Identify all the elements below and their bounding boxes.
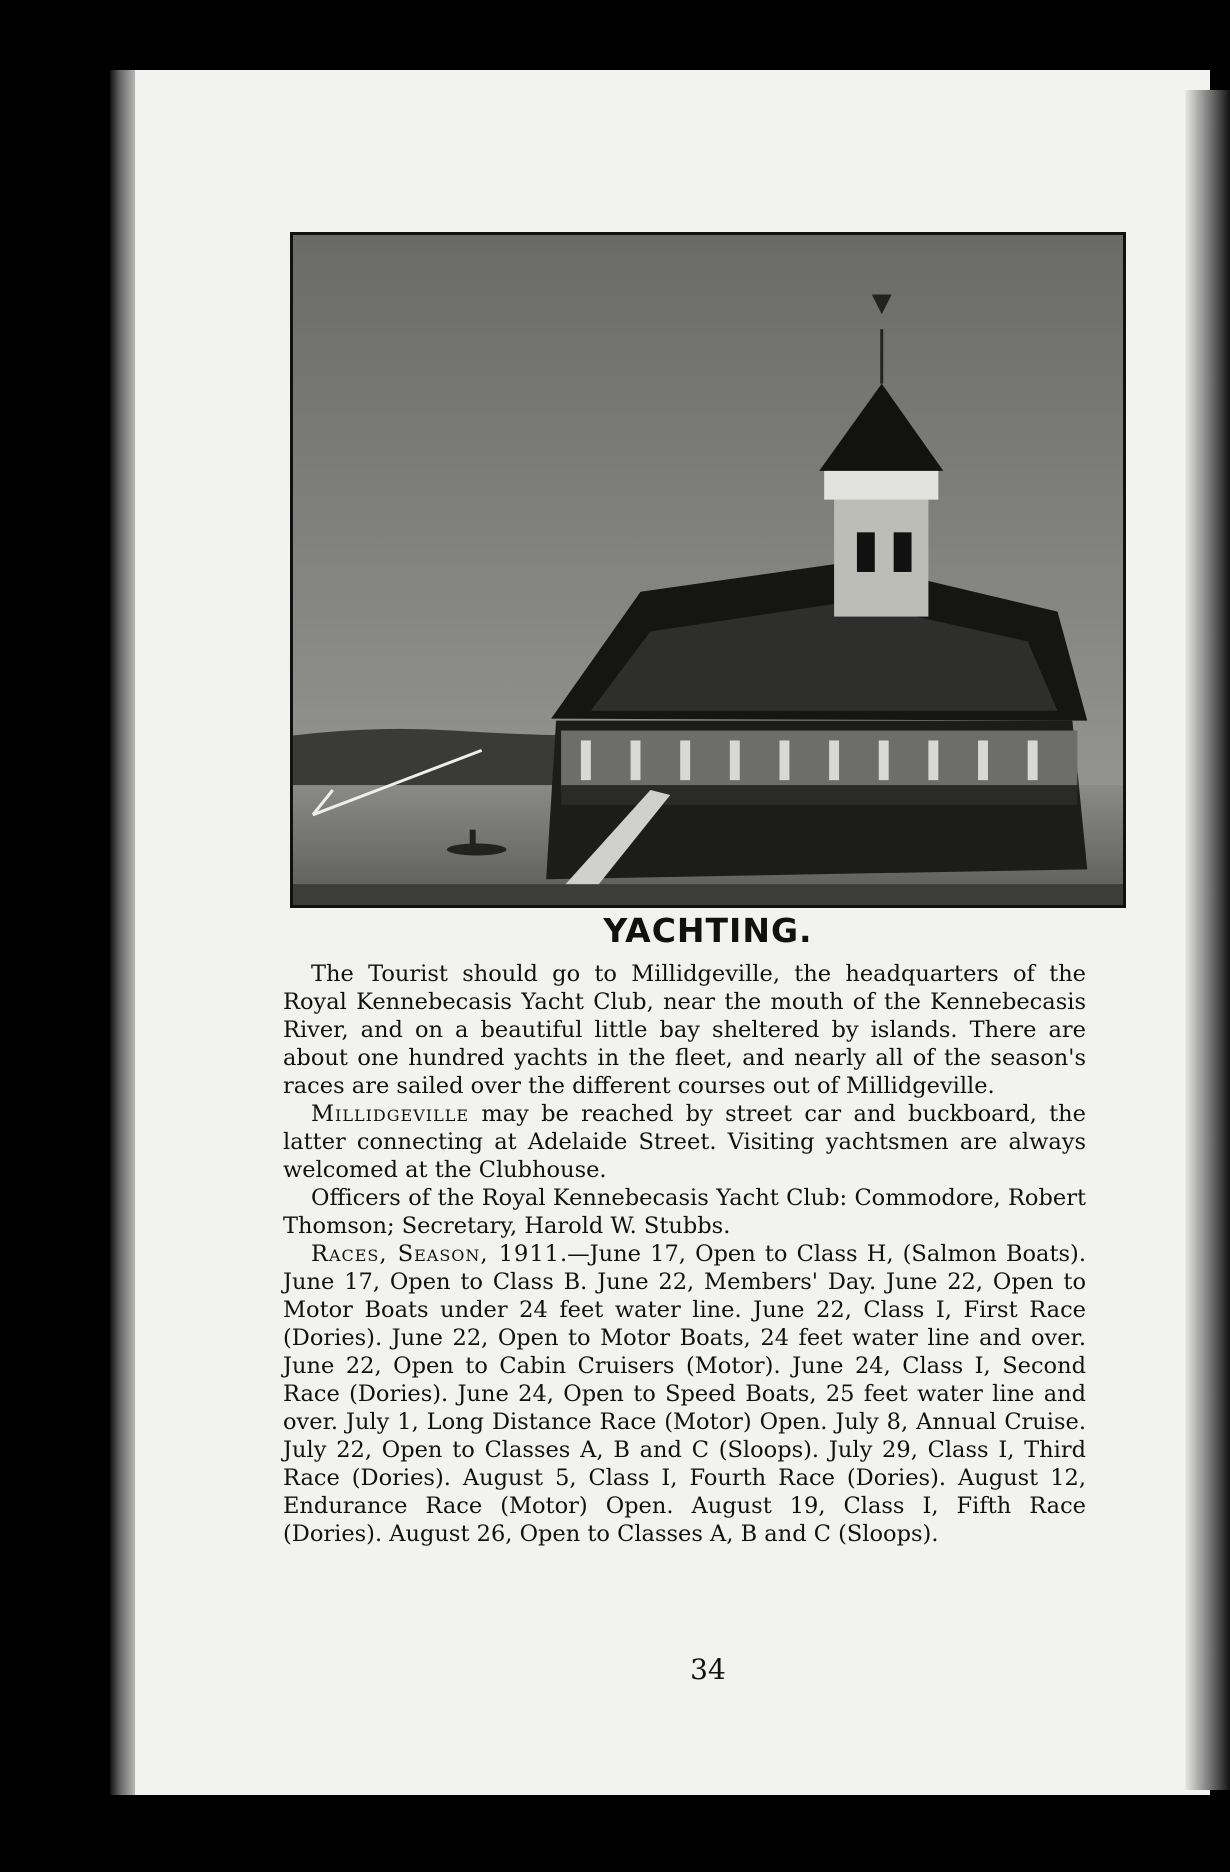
body-text: [283, 960, 1086, 1548]
paragraph-text: may be reached by street car and buckboard, the latter connecting at Adelaide Street. Visiting yachtsmen are always welcomed at the Clubhouse.: [283, 1101, 1086, 1183]
paragraph-intro: [283, 960, 1086, 1100]
page-number: 34: [690, 1653, 726, 1686]
clubhouse-illustration: [293, 235, 1123, 905]
paragraph-lead: Races, Season, 1911: [311, 1241, 560, 1267]
paragraph-races: [283, 1240, 1086, 1548]
paragraph-text: The Tourist should go to Millidgeville, the headquarters of the Royal Kennebecasis Yacht Club, near the mouth of the Kennebecasis River, and on a beautiful little bay sheltered by islands. There are about one hundred yachts in the fleet, and nearly all of the season's races are sailed over the different courses out of Millidgeville.: [283, 961, 1086, 1099]
paragraph-lead: Millidgeville: [311, 1101, 470, 1127]
paragraph-text: Officers of the Royal Kennebecasis Yacht Club: Commodore, Robert Thomson; Secretary, Harold W. Stubbs.: [283, 1185, 1086, 1239]
paragraph-millidgeville: [283, 1100, 1086, 1184]
paragraph-text: .—June 17, Open to Class H, (Salmon Boats). June 17, Open to Class B. June 22, Members' Day. June 22, Open to Motor Boats under 24 feet water line. June 22, Class I, First Race (Dories). June 22, Open to Motor Boats, 24 feet water line and over. June 22, Open to Cabin Cruisers (Motor). June 24, Class I, Second Race (Dories). June 24, Open to Speed Boats, 25 feet water line and over. July 1, Long Distance Race (Motor) Open. July 8, Annual Cruise. July 22, Open to Classes A, B and C (Sloops). July 29, Class I, Third Race (Dories). August 5, Class I, Fourth Race (Dories). August 12, Endurance Race (Motor) Open. August 19, Class I, Fifth Race (Dories). August 26, Open to Classes A, B and C (Sloops).: [283, 1241, 1086, 1547]
section-heading: YACHTING.: [603, 911, 813, 950]
yacht-clubhouse-photo: [290, 232, 1126, 908]
paragraph-officers: [283, 1184, 1086, 1240]
page-edge-right: [1185, 90, 1230, 1790]
